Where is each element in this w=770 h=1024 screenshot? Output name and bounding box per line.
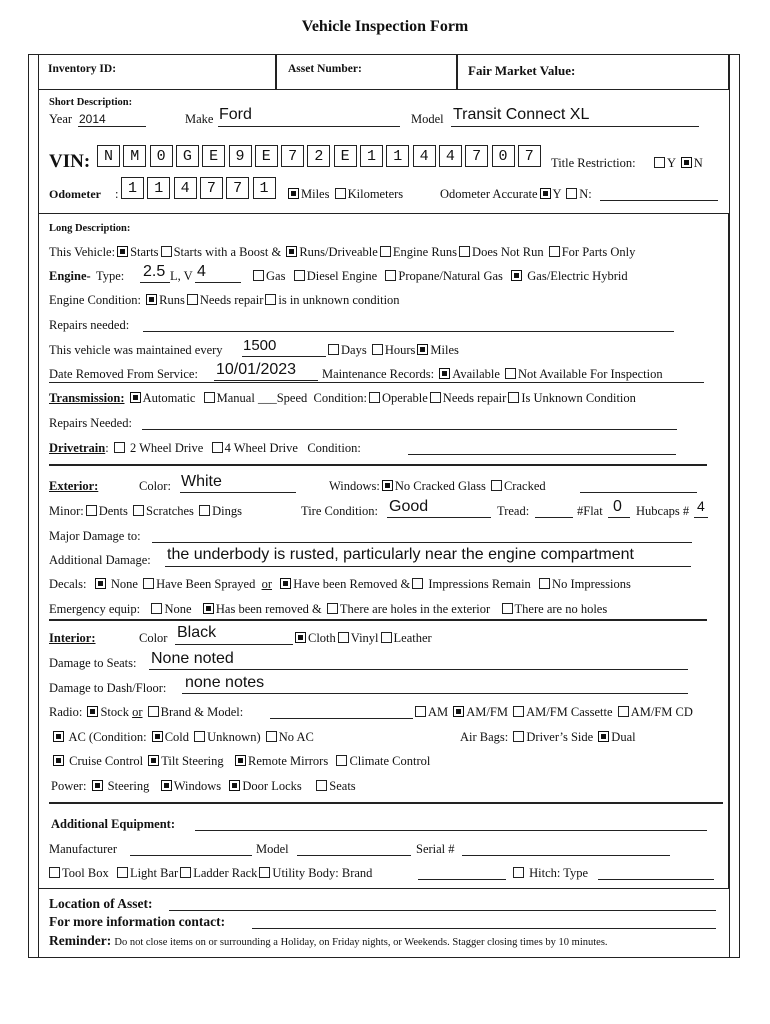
this-vehicle-label: This Vehicle: [49, 245, 116, 259]
title-restriction-y-label: Y [667, 156, 676, 170]
kilometers-checkbox[interactable] [335, 188, 346, 199]
holes-checkbox[interactable] [327, 603, 338, 614]
stock-radio-checkbox[interactable] [87, 706, 98, 717]
four-wd-checkbox[interactable] [212, 442, 223, 453]
engine-runs-label: Engine Runs [392, 245, 458, 259]
records-available-checkbox[interactable] [439, 368, 450, 379]
date-removed-value[interactable]: 10/01/2023 [216, 361, 297, 378]
tread-label: Tread: [497, 504, 530, 518]
am-label: AM [428, 705, 449, 719]
serial-line[interactable] [462, 855, 670, 856]
ac-unknown-checkbox[interactable] [194, 731, 205, 742]
records-not-available-checkbox[interactable] [505, 368, 516, 379]
engine-cylinders-value[interactable]: 4 [197, 263, 206, 280]
holes-label: There are holes in the exterior [339, 602, 491, 616]
starts-boost-label: Starts with a Boost & [173, 245, 282, 259]
two-wd-label: 2 Wheel Drive [129, 441, 204, 455]
no-holes-label: There are no holes [514, 602, 608, 616]
odometer-accurate-n-checkbox[interactable] [566, 188, 577, 199]
power-seats-label: Seats [329, 779, 356, 793]
trans-unknown-label: Is Unknown Condition [521, 391, 636, 405]
diesel-label: Diesel Engine [306, 269, 378, 283]
ac-checkbox[interactable] [53, 731, 64, 742]
repairs-needed-line[interactable] [143, 331, 674, 332]
vin-char-box[interactable]: 0 [150, 145, 173, 167]
hitch-label: Hitch: Type [529, 866, 589, 880]
four-wd-label: 4 Wheel Drive [224, 441, 298, 455]
odometer-accurate-n-label: N: [579, 187, 592, 201]
year-value[interactable]: 2014 [79, 112, 106, 126]
no-ac-label: No AC [278, 730, 314, 744]
ladder-checkbox[interactable] [180, 867, 191, 878]
title-restriction-n-checkbox[interactable] [681, 157, 692, 168]
gas-label: Gas [266, 269, 286, 283]
exterior-label: Exterior: [49, 479, 99, 493]
power-windows-checkbox[interactable] [161, 780, 172, 791]
kilometers-label: Kilometers [347, 187, 404, 201]
days-label: Days [341, 343, 367, 357]
cruise-checkbox[interactable] [53, 755, 64, 766]
make-label: Make [185, 112, 214, 126]
odometer-char-box[interactable]: 4 [174, 177, 197, 199]
odometer-accurate-y-label: Y [552, 187, 562, 201]
decals-none-label: None [110, 577, 138, 591]
vin-char-box[interactable]: 4 [439, 145, 462, 167]
tilt-label: Tilt Steering [161, 754, 224, 768]
automatic-checkbox[interactable] [130, 392, 141, 403]
title-restriction-y-checkbox[interactable] [654, 157, 665, 168]
ac-unknown-label: Unknown) [207, 730, 261, 744]
location-line[interactable] [169, 910, 716, 911]
trans-needs-repair-label: Needs repair [442, 391, 507, 405]
two-wd-checkbox[interactable] [114, 442, 125, 453]
vin-char-box[interactable]: 7 [518, 145, 541, 167]
toolbox-label: Tool Box [62, 866, 109, 880]
transmission-condition-label: Condition: [313, 391, 367, 405]
cassette-label: AM/FM Cassette [526, 705, 613, 719]
diesel-checkbox[interactable] [294, 270, 305, 281]
odometer-char-box[interactable]: 7 [226, 177, 249, 199]
hubcaps-value[interactable]: 4 [697, 498, 705, 514]
power-steering-label: Steering [107, 779, 150, 793]
make-value[interactable]: Ford [219, 106, 252, 123]
odometer-label: Odometer [49, 187, 101, 201]
scratches-checkbox[interactable] [133, 505, 144, 516]
damage-dash-value[interactable]: none notes [185, 674, 265, 691]
minor-label: Minor: [49, 504, 84, 518]
airbags-label: Air Bags: [460, 730, 509, 744]
emergency-none-label: None [164, 602, 192, 616]
leather-label: Leather [393, 631, 432, 645]
odometer-char-box[interactable]: 1 [147, 177, 170, 199]
hitch-checkbox[interactable] [513, 867, 524, 878]
radio-label: Radio: [49, 705, 83, 719]
odometer-char-box[interactable]: 1 [121, 177, 144, 199]
reminder-text: Do not close items on or surrounding a Holiday, on Friday nights, or Weekends. Stagger closing times by 10 minutes. [114, 937, 608, 948]
propane-checkbox[interactable] [385, 270, 396, 281]
lightbar-checkbox[interactable] [117, 867, 128, 878]
trans-repairs-line[interactable] [142, 429, 677, 430]
asset-number-label: Asset Number: [288, 63, 362, 75]
drivers-side-label: Driver’s Side [526, 730, 594, 744]
needs-repair-label: Needs repair [199, 293, 264, 307]
additional-equipment-label: Additional Equipment: [51, 817, 175, 831]
equip-model-label: Model [256, 842, 289, 856]
title-restriction-n-label: N [693, 156, 703, 170]
dents-checkbox[interactable] [86, 505, 97, 516]
engine-type-label: Type: [96, 269, 125, 283]
odometer-char-box[interactable]: 1 [253, 177, 276, 199]
odometer-accurate-y-checkbox[interactable] [540, 188, 551, 199]
manufacturer-label: Manufacturer [49, 842, 118, 856]
scratches-label: Scratches [146, 504, 194, 518]
drivers-side-checkbox[interactable] [513, 731, 524, 742]
tilt-checkbox[interactable] [148, 755, 159, 766]
location-label: Location of Asset: [49, 896, 153, 911]
hybrid-checkbox[interactable] [511, 270, 522, 281]
interior-color-label: Color [139, 631, 168, 645]
additional-damage-label: Additional Damage: [49, 553, 151, 567]
damage-seats-value[interactable]: None noted [151, 650, 234, 667]
automatic-label: Automatic [142, 391, 196, 405]
not-available-label: Not Available For Inspection [518, 367, 663, 381]
title-restriction-label: Title Restriction: [551, 156, 636, 170]
vin-char-box[interactable]: 9 [229, 145, 252, 167]
am-checkbox[interactable] [415, 706, 426, 717]
dual-checkbox[interactable] [598, 731, 609, 742]
dings-label: Dings [212, 504, 242, 518]
hours-label: Hours [384, 343, 416, 357]
equip-model-line[interactable] [297, 855, 411, 856]
flat-label: #Flat [577, 504, 603, 518]
hours-checkbox[interactable] [372, 344, 383, 355]
radio-or-label: or [132, 705, 143, 719]
contact-line[interactable] [252, 928, 716, 929]
fair-market-value-label: Fair Market Value: [468, 63, 576, 78]
cassette-checkbox[interactable] [513, 706, 524, 717]
miles-checkbox[interactable] [288, 188, 299, 199]
vin-char-box[interactable]: 1 [386, 145, 409, 167]
climate-label: Climate Control [349, 754, 431, 768]
interior-color-value[interactable]: Black [177, 624, 217, 641]
drivetrain-condition-label: Condition: [307, 441, 361, 455]
short-description-label: Short Description: [49, 97, 133, 108]
for-parts-label: For Parts Only [561, 245, 636, 259]
utility-label: Utility Body: Brand [272, 866, 373, 880]
form-title: Vehicle Inspection Form [301, 18, 469, 35]
no-ac-checkbox[interactable] [266, 731, 277, 742]
emergency-removed-checkbox[interactable] [203, 603, 214, 614]
engine-condition-label: Engine Condition: [49, 293, 142, 307]
contact-label: For more information contact: [49, 914, 226, 929]
inventory-id-label: Inventory ID: [48, 63, 117, 75]
cd-checkbox[interactable] [618, 706, 629, 717]
brand-model-checkbox[interactable] [148, 706, 159, 717]
engine-runs-condition-checkbox[interactable] [146, 294, 157, 305]
vin-char-box[interactable]: 1 [360, 145, 383, 167]
year-label: Year [49, 112, 73, 126]
impressions-remain-label: Impressions Remain [428, 577, 531, 591]
maintained-miles-label: Miles [430, 343, 459, 357]
dual-label: Dual [611, 730, 636, 744]
additional-damage-value[interactable]: the underbody is rusted, particularly near the engine compartment [167, 546, 634, 563]
cruise-label: Cruise Control [69, 754, 144, 768]
tire-condition-label: Tire Condition: [301, 504, 378, 518]
unknown-condition-label: is in unknown condition [278, 293, 400, 307]
toolbox-checkbox[interactable] [49, 867, 60, 878]
l-v-label: L, V [170, 269, 193, 283]
frame-line-right [729, 54, 730, 958]
tire-condition-value[interactable]: Good [389, 498, 429, 515]
vin-char-box[interactable]: E [255, 145, 278, 167]
damage-dash-label: Damage to Dash/Floor: [49, 681, 167, 695]
serial-label: Serial # [416, 842, 455, 856]
no-holes-checkbox[interactable] [502, 603, 513, 614]
dings-checkbox[interactable] [199, 505, 210, 516]
model-value[interactable]: Transit Connect XL [453, 106, 590, 123]
decals-none-checkbox[interactable] [95, 578, 106, 589]
power-label: Power: [51, 779, 87, 793]
cloth-label: Cloth [308, 631, 336, 645]
vinyl-label: Vinyl [350, 631, 379, 645]
cloth-checkbox[interactable] [295, 632, 306, 643]
operable-label: Operable [381, 391, 428, 405]
miles-label: Miles [301, 187, 330, 201]
vin-char-box[interactable]: E [202, 145, 225, 167]
engine-needs-repair-checkbox[interactable] [187, 294, 198, 305]
cd-label: AM/FM CD [630, 705, 693, 719]
starts-label: Starts [130, 245, 159, 259]
cold-checkbox[interactable] [152, 731, 163, 742]
odometer-char-box[interactable]: 7 [200, 177, 223, 199]
damage-seats-label: Damage to Seats: [49, 656, 137, 670]
vin-char-box[interactable]: G [176, 145, 199, 167]
emergency-label: Emergency equip: [49, 602, 141, 616]
removed-label: Have been Removed & [293, 577, 411, 591]
interior-label: Interior: [49, 631, 96, 645]
odometer-accurate-label: Odometer Accurate [440, 187, 538, 201]
amfm-label: AM/FM [466, 705, 508, 719]
maintenance-records-label: Maintenance Records: [322, 367, 435, 381]
trans-unknown-checkbox[interactable] [508, 392, 519, 403]
engine-runs-checkbox[interactable] [380, 246, 391, 257]
speed-label: Speed [276, 391, 308, 405]
date-removed-label: Date Removed From Service: [49, 367, 198, 381]
propane-label: Propane/Natural Gas [398, 269, 503, 283]
operable-checkbox[interactable] [369, 392, 380, 403]
utility-checkbox[interactable] [259, 867, 270, 878]
brand-model-label: Brand & Model: [160, 705, 244, 719]
available-label: Available [452, 367, 500, 381]
hybrid-label: Gas/Electric Hybrid [527, 269, 628, 283]
starts-checkbox[interactable] [117, 246, 128, 257]
runs-label: Runs [159, 293, 185, 307]
no-cracked-glass-checkbox[interactable] [382, 480, 393, 491]
maintained-every-value[interactable]: 1500 [243, 337, 277, 354]
vin-char-box[interactable]: 4 [413, 145, 436, 167]
transmission-label: Transmission: [49, 391, 125, 405]
vin-char-box[interactable]: 7 [465, 145, 488, 167]
remote-mirrors-checkbox[interactable] [235, 755, 246, 766]
vin-char-box[interactable]: N [97, 145, 120, 167]
stock-label: Stock [100, 705, 129, 719]
power-steering-checkbox[interactable] [92, 780, 103, 791]
exterior-color-value[interactable]: White [181, 473, 222, 490]
hubcaps-label: Hubcaps # [636, 504, 690, 518]
gas-checkbox[interactable] [253, 270, 264, 281]
cracked-label: Cracked [503, 479, 546, 493]
does-not-run-checkbox[interactable] [459, 246, 470, 257]
door-locks-label: Door Locks [242, 779, 302, 793]
manufacturer-line[interactable] [130, 855, 252, 856]
flat-value[interactable]: 0 [613, 498, 622, 515]
ladder-label: Ladder Rack [193, 866, 258, 880]
no-cracked-label: No Cracked Glass [394, 479, 486, 493]
emergency-none-checkbox[interactable] [151, 603, 162, 614]
exterior-color-label: Color: [139, 479, 171, 493]
drivetrain-label: Drivetrain [49, 441, 106, 455]
removed-checkbox[interactable] [280, 578, 291, 589]
cracked-checkbox[interactable] [491, 480, 502, 491]
amfm-checkbox[interactable] [453, 706, 464, 717]
ac-label: AC (Condition: [68, 730, 147, 744]
vin-label: VIN: [49, 151, 91, 172]
vinyl-checkbox[interactable] [338, 632, 349, 643]
trans-needs-repair-checkbox[interactable] [430, 392, 441, 403]
remote-mirrors-label: Remote Mirrors [248, 754, 329, 768]
starts-boost-checkbox[interactable] [161, 246, 172, 257]
maintained-every-label: This vehicle was maintained every [49, 343, 223, 357]
manual-label: Manual [216, 391, 255, 405]
trans-repairs-needed-label: Repairs Needed: [49, 416, 132, 430]
or-label: or [261, 577, 273, 591]
lightbar-label: Light Bar [129, 866, 179, 880]
engine-label: Engine- [49, 269, 91, 283]
long-description-label: Long Description: [49, 223, 131, 234]
major-damage-label: Major Damage to: [49, 529, 141, 543]
reminder-label: Reminder: [49, 933, 112, 948]
decals-label: Decals: [49, 577, 87, 591]
climate-checkbox[interactable] [336, 755, 347, 766]
runs-driveable-label: Runs/Driveable [299, 245, 378, 259]
runs-driveable-checkbox[interactable] [286, 246, 297, 257]
vin-char-box[interactable]: E [334, 145, 357, 167]
for-parts-checkbox[interactable] [549, 246, 560, 257]
major-damage-line[interactable] [152, 542, 692, 543]
power-seats-checkbox[interactable] [316, 780, 327, 791]
door-locks-checkbox[interactable] [229, 780, 240, 791]
no-impressions-checkbox[interactable] [539, 578, 550, 589]
does-not-run-label: Does Not Run [472, 245, 544, 259]
engine-liters-value[interactable]: 2.5 [143, 263, 166, 280]
impressions-remain-checkbox[interactable] [412, 578, 423, 589]
power-windows-label: Windows [173, 779, 222, 793]
vin-char-box[interactable]: 0 [492, 145, 515, 167]
repairs-needed-label: Repairs needed: [49, 318, 130, 332]
emergency-removed-label: Has been removed & [215, 602, 322, 616]
sprayed-checkbox[interactable] [143, 578, 154, 589]
engine-unknown-checkbox[interactable] [265, 294, 276, 305]
sprayed-label: Have Been Sprayed [156, 577, 256, 591]
vin-char-box[interactable]: M [123, 145, 146, 167]
model-label: Model [411, 112, 444, 126]
days-checkbox[interactable] [328, 344, 339, 355]
dents-label: Dents [98, 504, 128, 518]
vin-char-box[interactable]: 2 [307, 145, 330, 167]
cold-label: Cold [164, 730, 190, 744]
vin-char-box[interactable]: 7 [281, 145, 304, 167]
no-impressions-label: No Impressions [552, 577, 631, 591]
leather-checkbox[interactable] [381, 632, 392, 643]
manual-checkbox[interactable] [204, 392, 215, 403]
maintained-miles-checkbox[interactable] [417, 344, 428, 355]
windows-label: Windows: [329, 479, 380, 493]
